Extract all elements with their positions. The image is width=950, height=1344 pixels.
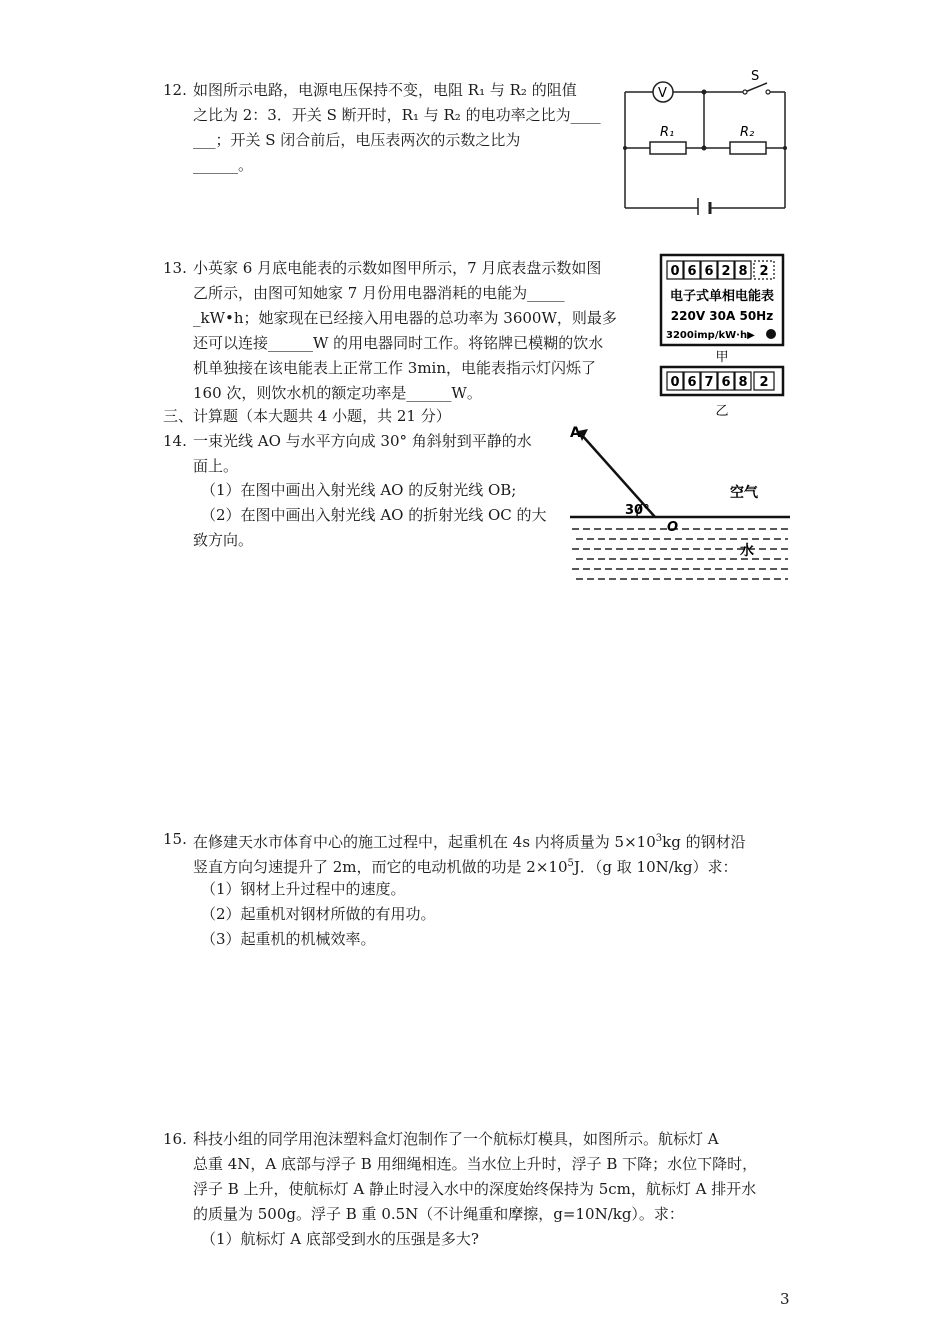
q14-sub1: （1）在图中画出入射光线 AO 的反射光线 OB; [201, 481, 517, 499]
q14-sub2: （2）在图中画出入射光线 AO 的折射光线 OC 的大 [201, 506, 547, 524]
meter-jia-digit: 2 [759, 264, 769, 279]
meter-jia-constant: 3200imp/kW·h▶ [666, 330, 755, 341]
q12-number: 12. [163, 81, 187, 99]
meter-yi-digit: 6 [687, 375, 697, 390]
r2-label: R₂ [740, 125, 755, 140]
q13-text-line3: _kW•h；她家现在已经接入用电器的总功率为 3600W，则最多 [193, 309, 617, 327]
meter-yi-label: 乙 [715, 404, 729, 419]
q15-text-line2: 竖直方向匀速提升了 2m，而它的电动机做的功是 $2\times 10^5J$．（g 取 10N/kg）求： [193, 858, 738, 876]
meter-jia-digit: 6 [704, 264, 714, 279]
q14-number: 14. [163, 432, 187, 450]
meter-jia-digit: 8 [738, 264, 748, 279]
q16-sub1: （1）航标灯 A 底部受到水的压强是多大? [201, 1230, 479, 1248]
q16-text-line4: 的质量为 500g。浮子 B 重 0.5N（不计绳重和摩擦，g=10N/kg）。求： [193, 1205, 684, 1223]
meter-yi-digit: 2 [759, 375, 769, 390]
q15-sub2: （2）起重机对钢材所做的有用功。 [201, 905, 436, 923]
q13-text-line1: 小英家 6 月底电能表的示数如图甲所示，7 月底表盘示数如图 [193, 259, 602, 277]
switch-label: S [751, 70, 760, 84]
q15-sub1: （1）钢材上升过程中的速度。 [201, 880, 406, 898]
q15-number: 15. [163, 830, 187, 848]
q12-circuit-diagram [620, 70, 790, 215]
q16-number: 16. [163, 1130, 187, 1148]
q14-text-line1: 一束光线 AO 与水平方向成 30° 角斜射到平静的水 [193, 432, 532, 450]
meter-jia-title: 电子式单相电能表 [669, 289, 775, 304]
q13-text-line2: 乙所示，由图可知她家 7 月份用电器消耗的电能为_____ [193, 284, 565, 302]
q13-energy-meter-figure [658, 252, 786, 422]
meter-yi-digit: 8 [738, 375, 748, 390]
q12-text-line4: ______。 [193, 156, 254, 174]
q16-text-line3: 浮子 B 上升，使航标灯 A 静止时浸入水中的深度始终保持为 5cm，航标灯 A 排开水 [193, 1180, 757, 1198]
point-o-label: O [667, 520, 679, 535]
q14-light-refraction-figure [570, 425, 790, 590]
meter-jia-digit: 6 [687, 264, 697, 279]
angle-label: 30° [625, 503, 650, 518]
q12-text-line1: 如图所示电路，电源电压保持不变，电阻 R₁ 与 R₂ 的阻值 [193, 81, 577, 99]
meter-jia-label: 甲 [715, 350, 729, 365]
q13-text-line6: 160 次，则饮水机的额定功率是______W。 [193, 384, 482, 402]
meter-yi-digit: 0 [670, 375, 680, 390]
q13-number: 13. [163, 259, 187, 277]
point-a-label: A [570, 425, 581, 441]
page-number: 3 [780, 1290, 790, 1308]
meter-jia-spec: 220V 30A 50Hz [670, 309, 774, 323]
water-label: 水 [740, 543, 754, 559]
meter-yi-digit: 6 [721, 375, 731, 390]
q12-text-line3: ___；开关 S 闭合前后，电压表两次的示数之比为 [193, 131, 521, 149]
meter-yi-digit: 7 [704, 375, 714, 390]
meter-jia-digit: 2 [721, 264, 731, 279]
q13-text-line4: 还可以连接______W 的用电器同时工作。将铭牌已模糊的饮水 [193, 334, 604, 352]
q16-text-line1: 科技小组的同学用泡沫塑料盒灯泡制作了一个航标灯模具，如图所示。航标灯 A [193, 1130, 719, 1148]
air-label: 空气 [730, 485, 758, 501]
section-title: 三、计算题（本大题共 4 小题，共 21 分） [163, 407, 451, 425]
q14-text-line2: 面上。 [193, 457, 239, 475]
q12-text-line2: 之比为 2：3．开关 S 断开时，R₁ 与 R₂ 的电功率之比为____ [193, 106, 601, 124]
q15-sub3: （3）起重机的机械效率。 [201, 930, 376, 948]
voltmeter-label: V [658, 86, 667, 101]
q16-text-line2: 总重 4N，A 底部与浮子 B 用细绳相连。当水位上升时，浮子 B 下降；水位下降时， [193, 1155, 758, 1173]
meter-jia-digit: 0 [670, 264, 680, 279]
q14-sub2-cont: 致方向。 [193, 531, 254, 549]
q15-text-line1: 在修建天水市体育中心的施工过程中，起重机在 4s 内将质量为 $5\times 10^3kg$ 的钢材沿 [193, 833, 746, 851]
indicator-light-icon [766, 329, 776, 339]
r1-label: R₁ [660, 125, 675, 140]
q13-text-line5: 机单独接在该电能表上正常工作 3min，电能表指示灯闪烁了 [193, 359, 596, 377]
